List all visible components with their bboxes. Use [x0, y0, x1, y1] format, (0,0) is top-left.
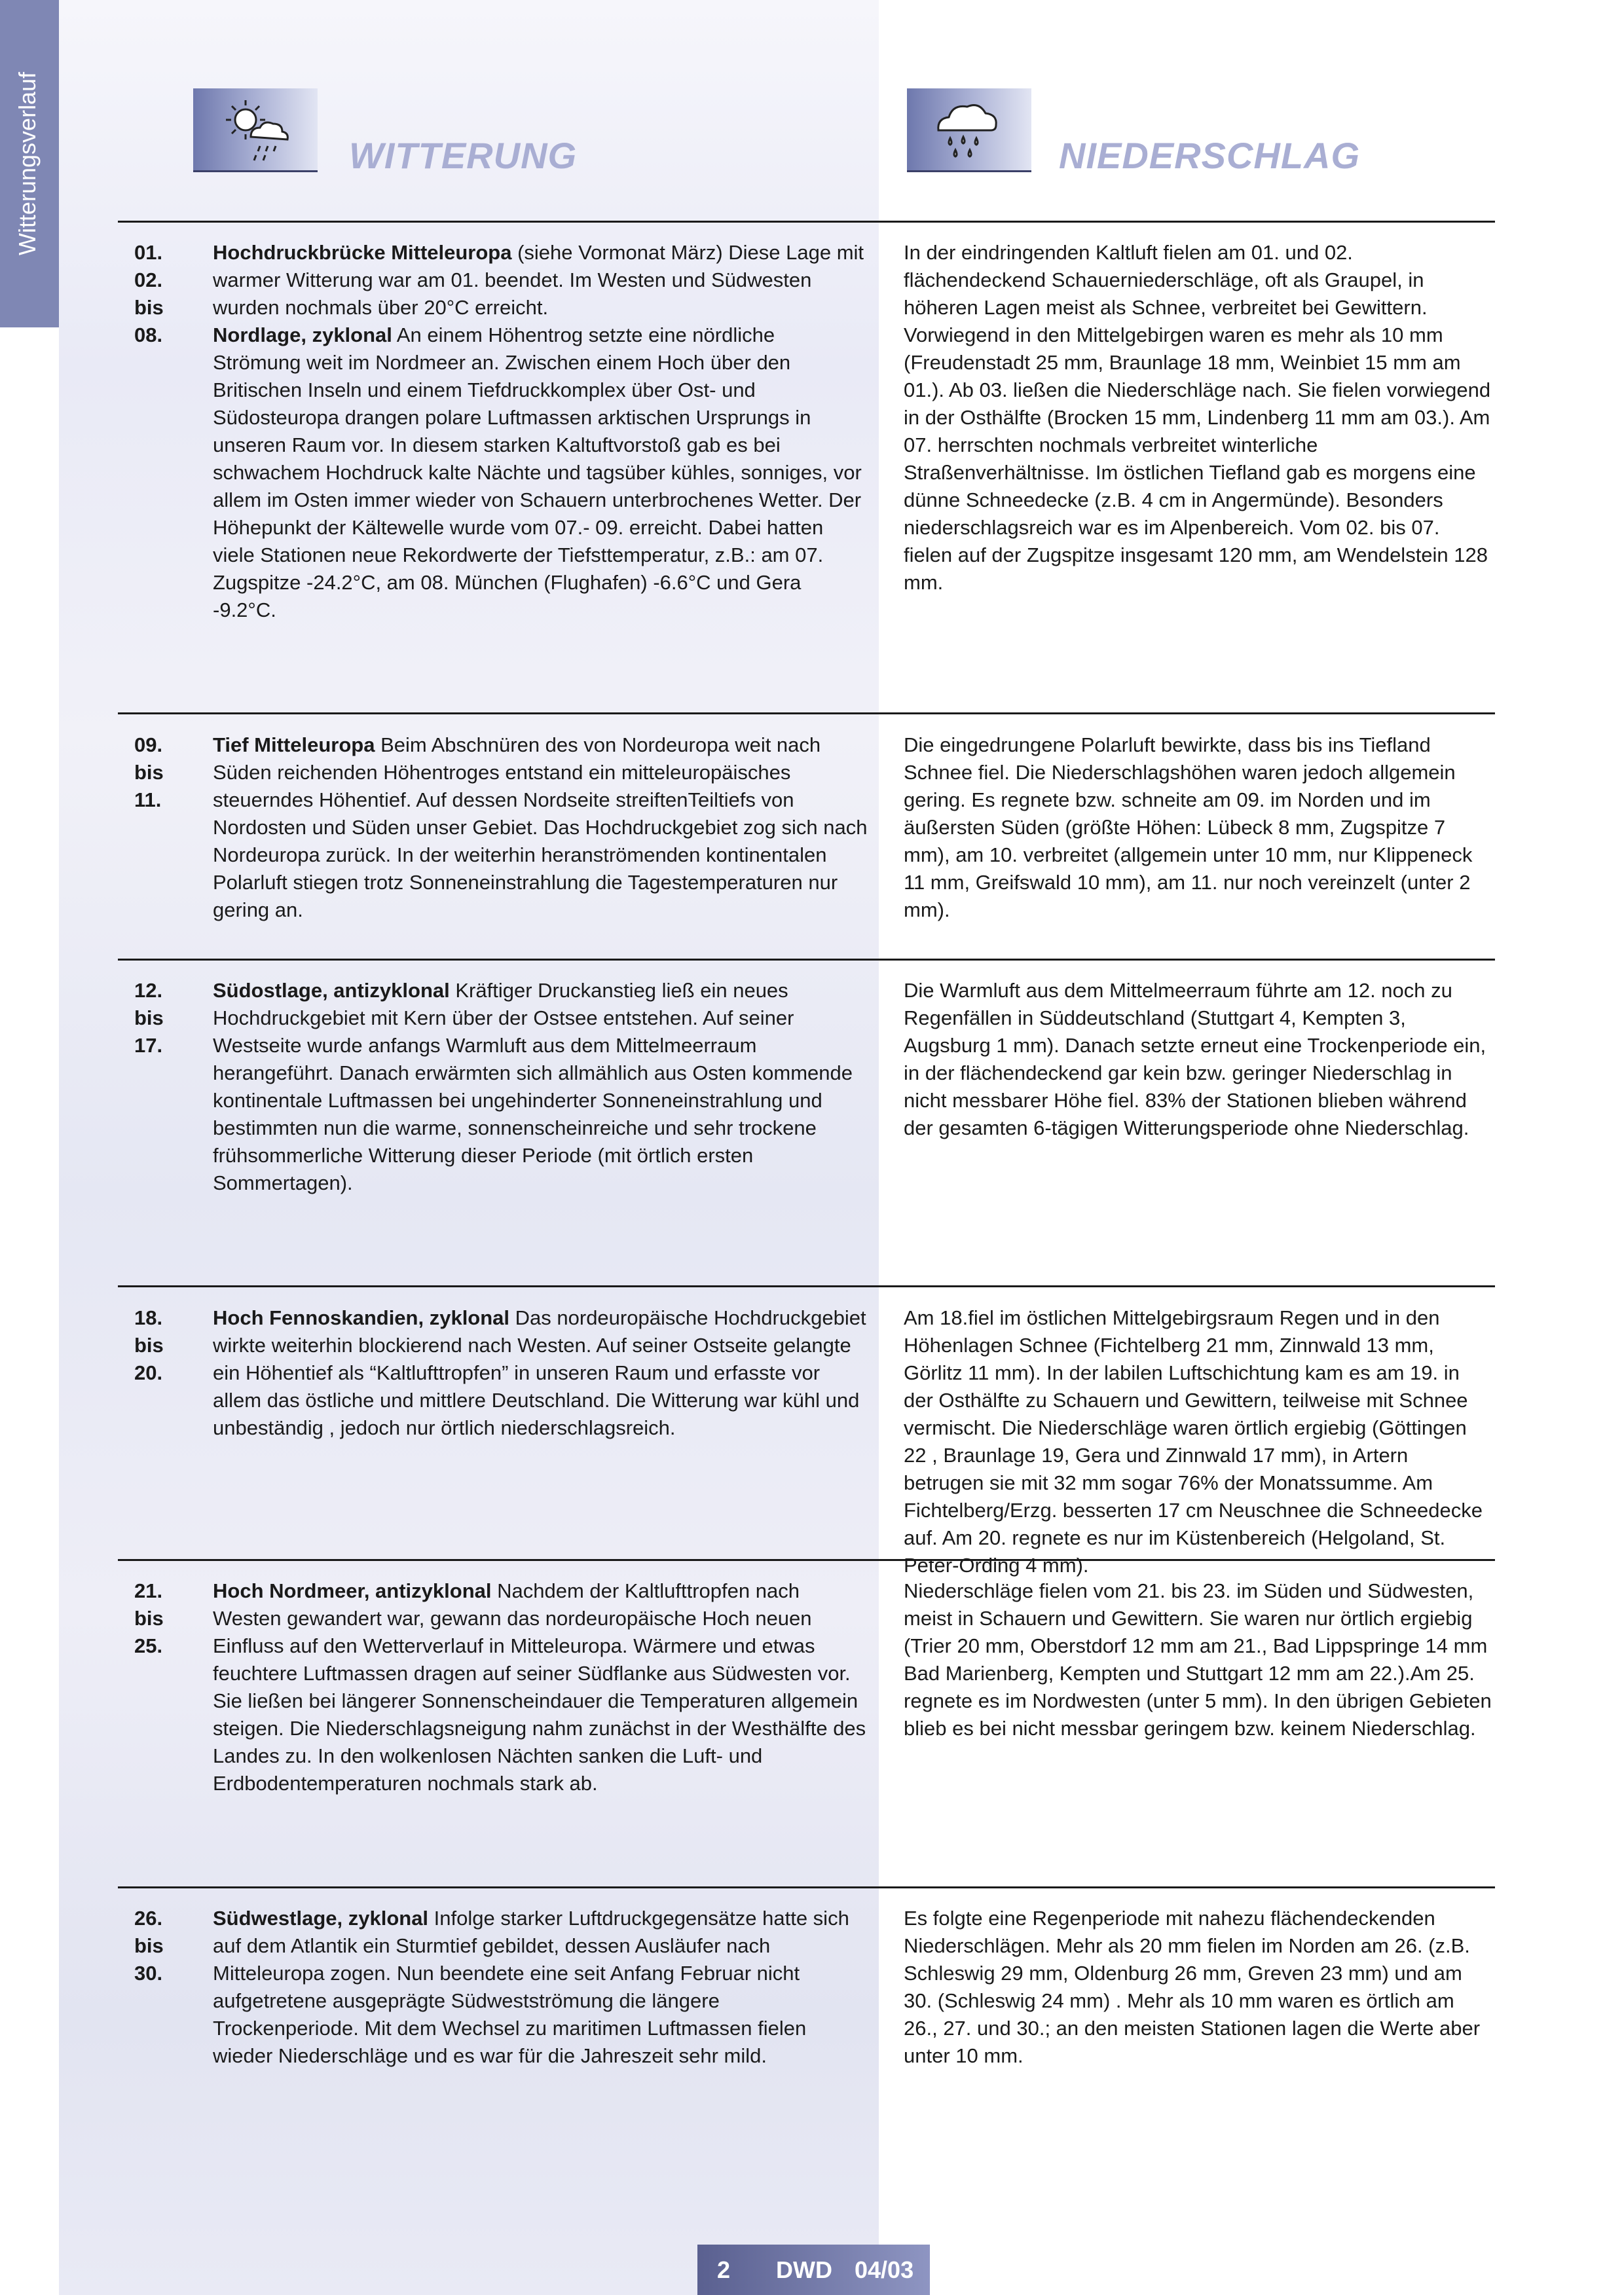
niederschlag-text: Niederschläge fielen vom 21. bis 23. im Süden und Südwesten, meist in Schauern und Gewittern. Sie waren nur örtlich ergiebig (Trier 20 mm, Oberstdorf 12 mm am 21., Bad Lippspringe 14 mm Bad Marienberg, Kempten und Stuttgart 12 mm am 22.).Am 25. regnete es im Nordwesten (unter 5 mm). In den übrigen Gebieten blieb es bei nicht messbar geringem bzw. keinem Niederschlag. [904, 1579, 1492, 1740]
date-label: 20. [134, 1361, 163, 1384]
weather-description: Kräftiger Druckanstieg ließ ein neues Hochdruckgebiet mit Kern über der Ostsee entstehen. Auf seiner Westseite wurde anfangs Warmluft aus dem Mittelmeerraum herangeführt. Danach erwärmten sich allmählich aus Osten kommende kontinentale Luftmassen bei ungehinderter Sonneneinstrahlung und bestimmten nun die warme, sonnenscheinreiche und sehr trockene frühsommerliche Witterung dieser Periode (mit örtlich ersten Sommertagen). [213, 979, 853, 1194]
date-label: 12. [134, 979, 163, 1002]
weather-icon-box [193, 88, 318, 172]
weather-paragraph [213, 1905, 868, 2070]
witterung-heading: WITTERUNG [349, 135, 578, 176]
period-dates [134, 239, 193, 349]
section-divider [118, 1285, 1495, 1287]
date-label: 21. [134, 1579, 163, 1602]
niederschlag-text: Es folgte eine Regenperiode mit nahezu flächendeckenden Niederschlägen. Mehr als 20 mm fielen im Norden am 26. (z.B. Schleswig 29 mm, Oldenburg 26 mm, Greven 23 mm) und am 30. (Schleswig 24 mm) . Mehr als 10 mm waren es örtlich am 26., 27. und 30.; an den meisten Stationen lagen die Werte aber unter 10 mm. [904, 1907, 1481, 2067]
period-dates [134, 977, 193, 1059]
witterung-text [213, 1905, 868, 2070]
niederschlag-text: In der eindringenden Kaltluft fielen am 01. und 02. flächendeckend Schauerniederschläge, oft als Graupel, in höheren Lagen meist als Schnee, verbreitet bei Gewittern. Vorwiegend in den Mittelgebirgen waren es mehr als 10 mm (Freudenstadt 25 mm, Braunlage 18 mm, Weinbiet 15 mm am 01.). Ab 03. ließen die Niederschläge nach. Sie fielen vorwiegend in der Osthälfte (Brocken 15 mm, Lindenberg 11 mm am 03.). Am 07. herrschten nochmals verbreitet winterliche Straßenverhältnisse. Im östlichen Tiefland gab es morgens eine dünne Schneedecke (z.B. 4 cm in Angermünde). Besonders niederschlagsreich war es im Alpenbereich. Vom 02. bis 07. fielen auf der Zugspitze insgesamt 120 mm, am Wendelstein 128 mm. [904, 241, 1491, 594]
sidebar-label: Witterungsverlauf [14, 71, 41, 255]
section-divider [118, 1886, 1495, 1888]
witterung-text [213, 731, 868, 924]
weather-description: Nachdem der Kaltlufttropfen nach Westen gewandert war, gewann das nordeuropäische Hoch neuen Einfluss auf den Wetterverlauf in Mitteleuropa. Wärmere und etwas feuchtere Luftmassen dragen auf seiner Südflanke aus Südwesten vor. Sie ließen bei längerer Sonnenscheindauer die Temperaturen allgemein steigen. Die Niederschlagsneigung nahm zunächst in der Westhälfte des Landes zu. In den wolkenlosen Nächten sanken die Luft- und Erdbodentemperaturen nochmals stark ab. [213, 1579, 866, 1795]
date-label: bis [134, 1006, 164, 1029]
weather-description: Infolge starker Luftdruckgegensätze hatte sich auf dem Atlantik ein Sturmtief gebildet, dessen Ausläufer nach Mitteleuropa zogen. Nun beendete eine seit Anfang Februar nicht aufgetretene ausgeprägte Südwestströmung die längere Trockenperiode. Mit dem Wechsel zu maritimen Luftmassen fielen wieder Niederschläge und es war für die Jahreszeit sehr mild. [213, 1907, 849, 2067]
period-dates [134, 1905, 193, 1987]
weather-paragraph [213, 239, 868, 321]
date-label: bis [134, 761, 164, 784]
weather-paragraph [213, 1304, 868, 1442]
date-label: bis [134, 1934, 164, 1957]
witterung-text [213, 239, 868, 624]
weather-situation-title: Südwestlage, zyklonal [213, 1907, 429, 1930]
precipitation-icon-box [907, 88, 1031, 172]
date-label: 09. [134, 733, 163, 756]
weather-paragraph [213, 731, 868, 924]
weather-situation-title: Tief Mitteleuropa [213, 733, 375, 756]
date-label: 17. [134, 1034, 163, 1057]
date-label: 01. [134, 241, 163, 264]
date-label: 02. [134, 268, 163, 291]
weather-paragraph [213, 321, 868, 624]
weather-description: (siehe Vormonat März) Diese Lage mit warmer Witterung war am 01. beendet. Im Westen und Südwesten wurden nochmals über 20°C erreicht. [213, 241, 864, 319]
niederschlag-heading: NIEDERSCHLAG [1059, 135, 1361, 176]
weather-situation-title: Nordlage, zyklonal [213, 323, 392, 346]
publisher-label: DWD [776, 2256, 832, 2283]
period-dates [134, 1304, 193, 1387]
period-dates [134, 1577, 193, 1660]
page-footer [697, 2245, 930, 2295]
date-label: 08. [134, 323, 163, 346]
weather-description: Beim Abschnüren des von Nordeuropa weit nach Süden reichenden Höhentroges entstand ein mitteleuropäisches steuerndes Höhentief. Auf dessen Nordseite streiftenTeiltiefs von Nordosten und Süden unser Gebiet. Das Hochdruckgebiet zog sich nach Nordeuropa zurück. In der weiterhin heranströmenden kontinentalen Polarluft stiegen trotz Sonneneinstrahlung die Tagestemperaturen nur gering an. [213, 733, 868, 921]
date-label: 18. [134, 1306, 163, 1329]
page-number: 2 [717, 2256, 731, 2283]
niederschlag-text: Die eingedrungene Polarluft bewirkte, dass bis ins Tiefland Schnee fiel. Die Niederschlagshöhen waren jedoch allgemein gering. Es regnete bzw. schneite am 09. im Norden und im äußersten Süden (größte Höhen: Lübeck 8 mm, Zugspitze 7 mm), am 10. verbreitet (allgemein unter 10 mm, nur Klippeneck 11 mm, Greifswald 10 mm), am 11. nur noch vereinzelt (unter 2 mm). [904, 733, 1473, 921]
weather-situation-title: Südostlage, antizyklonal [213, 979, 450, 1002]
date-label: 26. [134, 1907, 163, 1930]
section-divider [118, 712, 1495, 714]
section-divider [118, 959, 1495, 961]
date-label: 25. [134, 1634, 163, 1657]
weather-situation-title: Hoch Fennoskandien, zyklonal [213, 1306, 510, 1329]
sun-cloud-rain-icon [213, 94, 291, 166]
niederschlag-text: Die Warmluft aus dem Mittelmeerraum führte am 12. noch zu Regenfällen in Süddeutschland (Stuttgart 4, Kempten 3, Augsburg 1 mm). Danach setzte erneut eine Trockenperiode ein, in der flächendeckend gar kein bzw. geringer Niederschlag in nicht messbarer Höhe fiel. 83% der Stationen blieben während der gesamten 6-tägigen Witterungsperiode ohne Niederschlag. [904, 979, 1486, 1139]
weather-description: An einem Höhentrog setzte eine nördliche Strömung weit im Nordmeer an. Zwischen einem Hoch über den Britischen Inseln und einem Tiefdruckkomplex über Ost- und Südosteuropa drangen polare Luftmassen arktischen Ursprungs in unseren Raum vor. In diesem starken Kaltuftvorstoß gab es bei schwachem Hochdruck kalte Nächte und tagsüber kühles, sonniges, vor allem im Osten immer wieder von Schauern unterbrochenes Wetter. Der Höhepunkt der Kältewelle wurde vom 07.- 09. erreicht. Dabei hatten viele Stationen neue Rekordwerte der Tiefsttemperatur, z.B.: am 07. Zugspitze -24.2°C, am 08. München (Flughafen) -6.6°C und Gera -9.2°C. [213, 323, 862, 621]
cloud-rain-icon [927, 94, 1005, 166]
witterung-text [213, 1304, 868, 1442]
witterung-text [213, 1577, 868, 1797]
date-label: bis [134, 1607, 164, 1630]
witterung-text [213, 977, 868, 1197]
weather-situation-title: Hochdruckbrücke Mitteleuropa [213, 241, 512, 264]
weather-situation-title: Hoch Nordmeer, antizyklonal [213, 1579, 492, 1602]
period-dates [134, 731, 193, 814]
date-label: 11. [134, 788, 162, 811]
date-label: 30. [134, 1962, 163, 1985]
weather-description: Das nordeuropäische Hochdruckgebiet wirkte weiterhin blockierend nach Westen. Auf seiner Ostseite gelangte ein Höhentief als “Kaltlufttropfen” in unseren Raum und erfasste vor allem das östliche und mittlere Deutschland. Die Witterung war kühl und unbeständig , jedoch nur örtlich niederschlagsreich. [213, 1306, 866, 1439]
date-label: bis [134, 1334, 164, 1357]
niederschlag-text: Am 18.fiel im östlichen Mittelgebirgsraum Regen und in den Höhenlagen Schnee (Fichtelberg 21 mm, Zinnwald 13 mm, Görlitz 11 mm). In der labilen Luftschichtung kam es am 19. in der Osthälfte zu Schauern und Gewittern, teilweise mit Schnee vermischt. Die Niederschläge waren örtlich ergiebig (Göttingen 22 , Braunlage 19, Gera und Zinnwald 17 mm), in Artern betrugen sie mit 32 mm sogar 76% der Monatssumme. Am Fichtelberg/Erzg. besserten 17 cm Neuschnee die Schneedecke auf. Am 20. regnete es nur im Küstenbereich (Helgoland, St. Peter-Ording 4 mm). [904, 1306, 1483, 1577]
issue-label: 04/03 [855, 2256, 914, 2283]
weather-paragraph [213, 977, 868, 1197]
section-divider [118, 221, 1495, 223]
date-label: bis [134, 296, 164, 319]
weather-paragraph [213, 1577, 868, 1797]
sidebar-tab [0, 0, 59, 327]
